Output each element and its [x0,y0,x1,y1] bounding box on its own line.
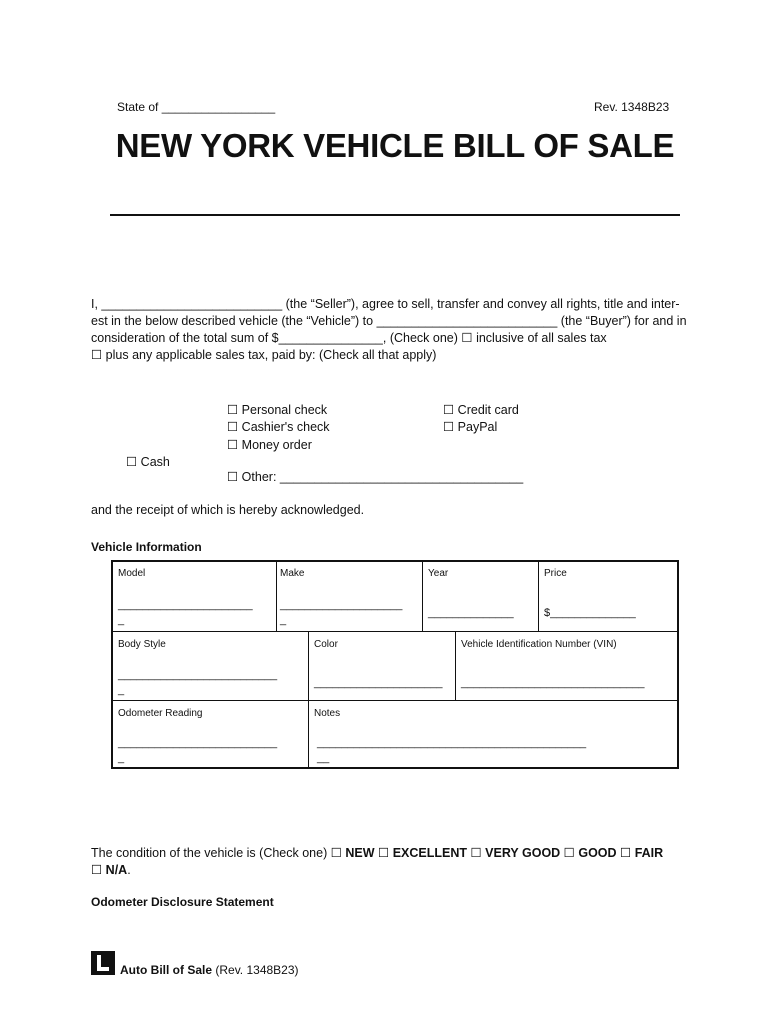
vehicle-info-table [111,560,679,769]
condition-prefix: The condition of the vehicle is (Check one) [91,846,331,860]
credit-card-checkbox[interactable]: ☐ Credit card [443,403,519,417]
odometer-blank-cont[interactable]: _ [118,752,125,764]
table-col-divider [276,562,277,631]
title-divider [110,214,680,216]
price-label: Price [544,568,567,579]
table-col-divider [455,631,456,700]
odometer-blank[interactable]: __________________________ [118,737,278,749]
body-style-label: Body Style [118,639,166,650]
notes-blank[interactable]: ____________________________________________ [317,737,587,749]
year-label: Year [428,568,449,579]
agreement-line-1[interactable]: I, __________________________ (the “Seller”), agree to sell, transfer and convey all rights, title and inter- [91,297,680,311]
table-col-divider [538,562,539,631]
body-style-blank-cont[interactable]: _ [118,684,125,696]
table-row-divider [113,631,677,632]
vin-field[interactable]: ______________________________ [461,677,645,689]
footer-doc-name: Auto Bill of Sale [120,963,213,977]
price-field[interactable]: $______________ [544,607,636,619]
agreement-line-3[interactable]: consideration of the total sum of $_______________, (Check one) ☐ inclusive of all sales tax [91,331,607,345]
condition-line-2 [91,862,131,877]
color-field[interactable]: _____________________ [314,677,443,689]
condition-period: . [127,863,131,877]
color-label: Color [314,639,338,650]
table-col-divider [308,631,309,700]
document-title: NEW YORK VEHICLE BILL OF SALE [115,127,675,164]
legal-templates-logo-icon [91,951,115,975]
table-col-divider [422,562,423,631]
agreement-line-2[interactable]: est in the below described vehicle (the “Vehicle”) to __________________________ (the “Buyer”) for and in [91,314,687,328]
notes-label: Notes [314,708,341,719]
condition-options[interactable]: ☐ NEW ☐ EXCELLENT ☐ VERY GOOD ☐ GOOD ☐ FAIR [330,846,664,860]
make-field[interactable] [280,598,402,628]
vehicle-info-heading: Vehicle Information [91,540,202,554]
model-label: Model [118,568,146,579]
money-order-checkbox[interactable]: ☐ Money order [227,438,312,452]
model-blank-cont[interactable]: _ [118,614,125,626]
model-field[interactable] [118,598,253,628]
cash-checkbox[interactable]: ☐ Cash [126,455,170,469]
body-style-blank[interactable]: __________________________ [118,669,278,681]
odometer-reading-label: Odometer Reading [118,708,203,719]
model-blank[interactable]: ______________________ [118,599,253,611]
condition-na-checkbox[interactable]: ☐ N/A [91,863,128,877]
odometer-disclosure-heading: Odometer Disclosure Statement [91,895,274,909]
cashiers-check-checkbox[interactable]: ☐ Cashier's check [227,420,330,434]
other-payment-checkbox[interactable]: ☐ Other: ___________________________________ [227,470,524,484]
make-blank-cont[interactable]: _ [280,614,287,626]
agreement-line-4[interactable]: ☐ plus any applicable sales tax, paid by: (Check all that apply) [91,348,437,362]
paypal-checkbox[interactable]: ☐ PayPal [443,420,498,434]
odometer-reading-field[interactable] [118,736,277,766]
state-field[interactable]: State of _________________ [117,100,276,114]
vin-label: Vehicle Identification Number (VIN) [461,639,617,650]
body-style-field[interactable] [118,668,277,698]
table-col-divider [308,700,309,769]
notes-blank-cont[interactable]: __ [317,752,330,764]
footer-revision: (Rev. 1348B23) [215,963,299,977]
condition-line-1 [91,845,663,860]
notes-field[interactable] [317,736,586,766]
revision-number: Rev. 1348B23 [594,100,670,114]
year-field[interactable]: ______________ [428,607,514,619]
agreement-paragraph [91,296,691,364]
make-label: Make [280,568,305,579]
personal-check-checkbox[interactable]: ☐ Personal check [227,403,328,417]
table-row-divider [113,700,677,701]
receipt-acknowledgment: and the receipt of which is hereby acknowledged. [91,503,365,517]
make-blank[interactable]: ____________________ [280,599,403,611]
footer-label [120,963,299,977]
